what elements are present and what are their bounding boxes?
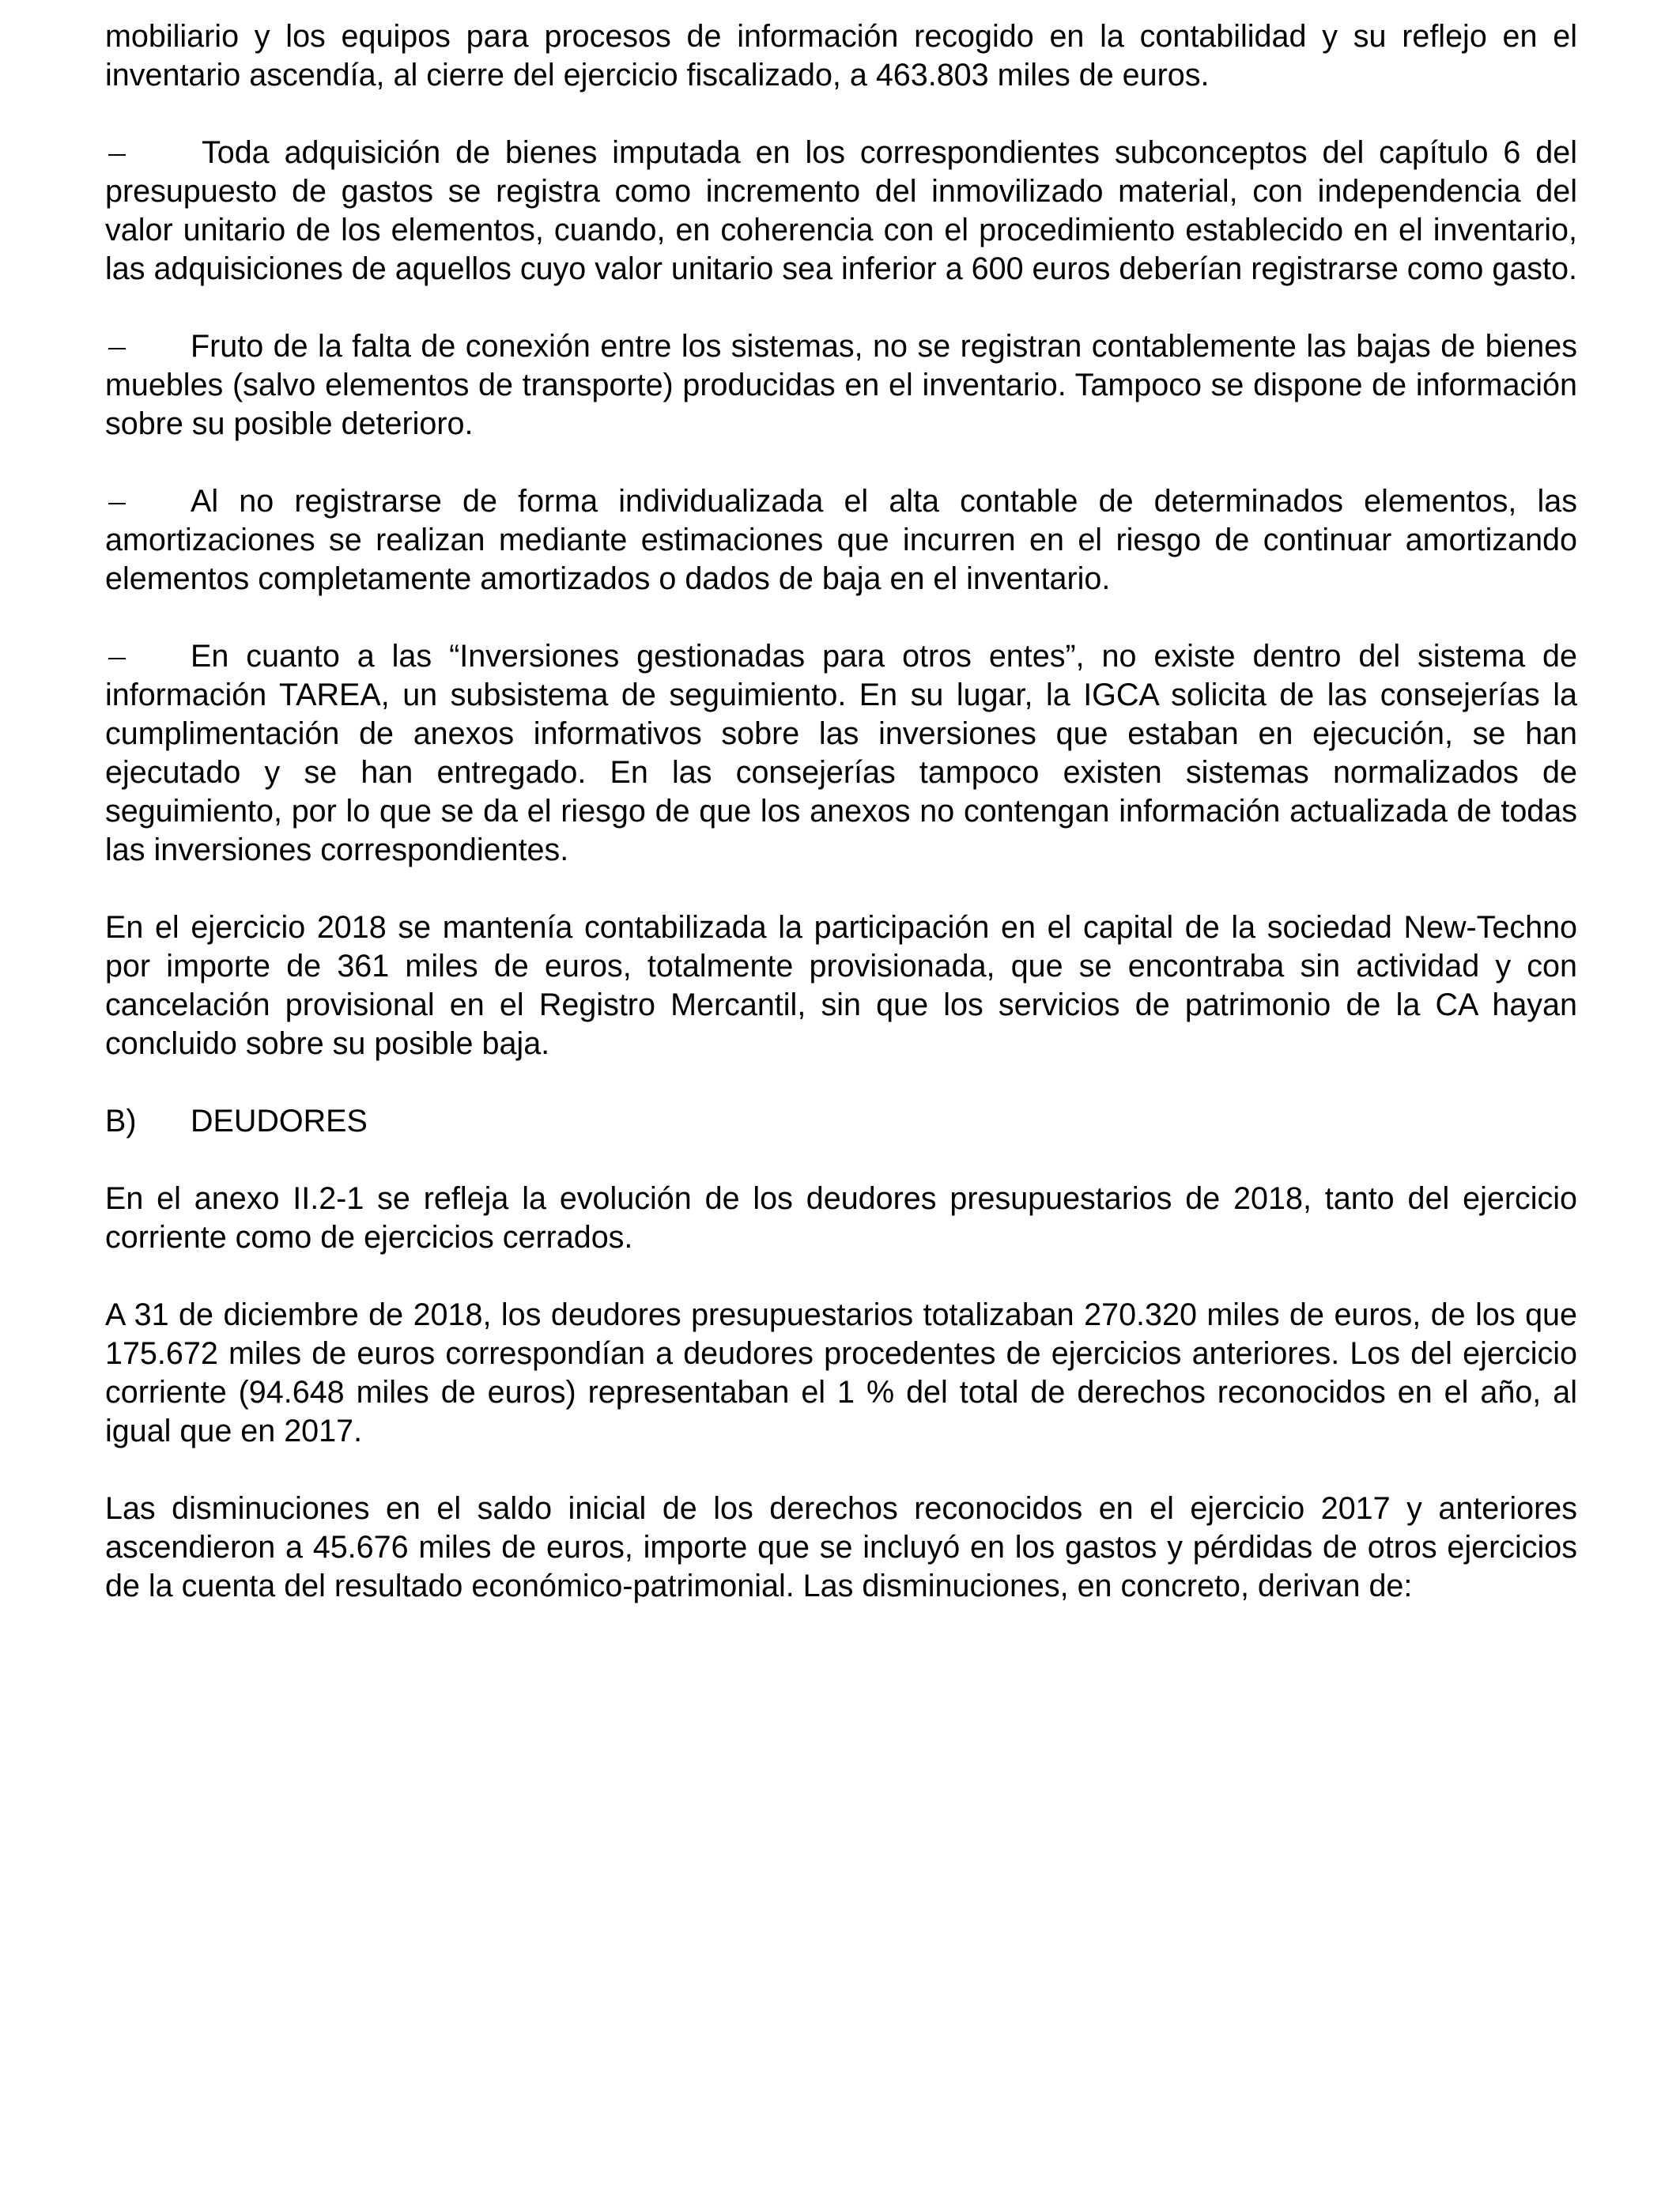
bullet-text-1: Toda adquisición de bienes imputada en los correspondientes subconceptos del capítulo 6 del presupuesto de gastos se registra como incremento del inmovilizado material, con independencia del valor unitario de los elementos, cuando, en coherencia con el procedimiento establecido en el inventario, las adquisiciones de aquellos cuyo valor unitario sea inferior a 600 euros deberían registrarse como gasto. <box>105 135 1577 286</box>
bullet-text-3: Al no registrarse de forma individualizada el alta contable de determinados elementos, las amortizaciones se realizan mediante estimaciones que incurren en el riesgo de continuar amortizando elementos completamente amortizados o dados de baja en el inventario. <box>105 484 1577 596</box>
dash-bullet-icon <box>105 134 202 172</box>
section-title: DEUDORES <box>191 1104 368 1139</box>
bullet-item-4 <box>105 637 1577 870</box>
bullet-text-2: Fruto de la falta de conexión entre los sistemas, no se registran contablemente las bajas de bienes muebles (salvo elementos de transporte) producidas en el inventario. Tampoco se dispone de información sobre su posible deterioro. <box>105 329 1577 441</box>
dash-bullet-icon <box>105 482 191 521</box>
paragraph-anexo: En el anexo II.2-1 se refleja la evolución de los deudores presupuestarios de 2018, tanto del ejercicio corriente como de ejercicios cerrados. <box>105 1181 1577 1255</box>
section-heading-deudores <box>105 1102 1577 1141</box>
dash-bullet-icon <box>105 637 191 676</box>
dash-bullet-icon <box>105 327 191 366</box>
paragraph-31-diciembre: A 31 de diciembre de 2018, los deudores presupuestarios totalizaban 270.320 miles de euros, de los que 175.672 miles de euros correspondían a deudores procedentes de ejercicios anteriores. Los del ejercicio corriente (94.648 miles de euros) representaban el 1 % del total de derechos reconocidos en el año, al igual que en 2017. <box>105 1297 1577 1448</box>
bullet-text-4: En cuanto a las “Inversiones gestionadas para otros entes”, no existe dentro del sistema de información TAREA, un subsistema de seguimiento. En su lugar, la IGCA solicita de las consejerías la cumplimentación de anexos informativos sobre las inversiones que estaban en ejecución, se han ejecutado y se han entregado. En las consejerías tampoco existen sistemas normalizados de seguimiento, por lo que se da el riesgo de que los anexos no contengan información actualizada de todas las inversiones correspondientes. <box>105 639 1577 867</box>
section-number: B) <box>105 1104 137 1139</box>
bullet-item-1 <box>105 134 1577 289</box>
paragraph-new-techno: En el ejercicio 2018 se mantenía contabilizada la participación en el capital de la sociedad New-Techno por importe de 361 miles de euros, totalmente provisionada, que se encontraba sin actividad y con cancelación provisional en el Registro Mercantil, sin que los servicios de patrimonio de la CA hayan concluido sobre su posible baja. <box>105 910 1577 1061</box>
paragraph-intro: mobiliario y los equipos para procesos de información recogido en la contabilidad y su reflejo en el inventario ascendía, al cierre del ejercicio fiscalizado, a 463.803 miles de euros. <box>105 19 1577 93</box>
document-body <box>105 17 1577 1645</box>
paragraph-disminuciones: Las disminuciones en el saldo inicial de los derechos reconocidos en el ejercicio 2017 y anteriores ascendieron a 45.676 miles de euros, importe que se incluyó en los gastos y pérdidas de otros ejercicios de la cuenta del resultado económico-patrimonial. Las disminuciones, en concreto, derivan de: <box>105 1491 1577 1603</box>
bullet-item-2 <box>105 327 1577 444</box>
bullet-item-3 <box>105 482 1577 599</box>
